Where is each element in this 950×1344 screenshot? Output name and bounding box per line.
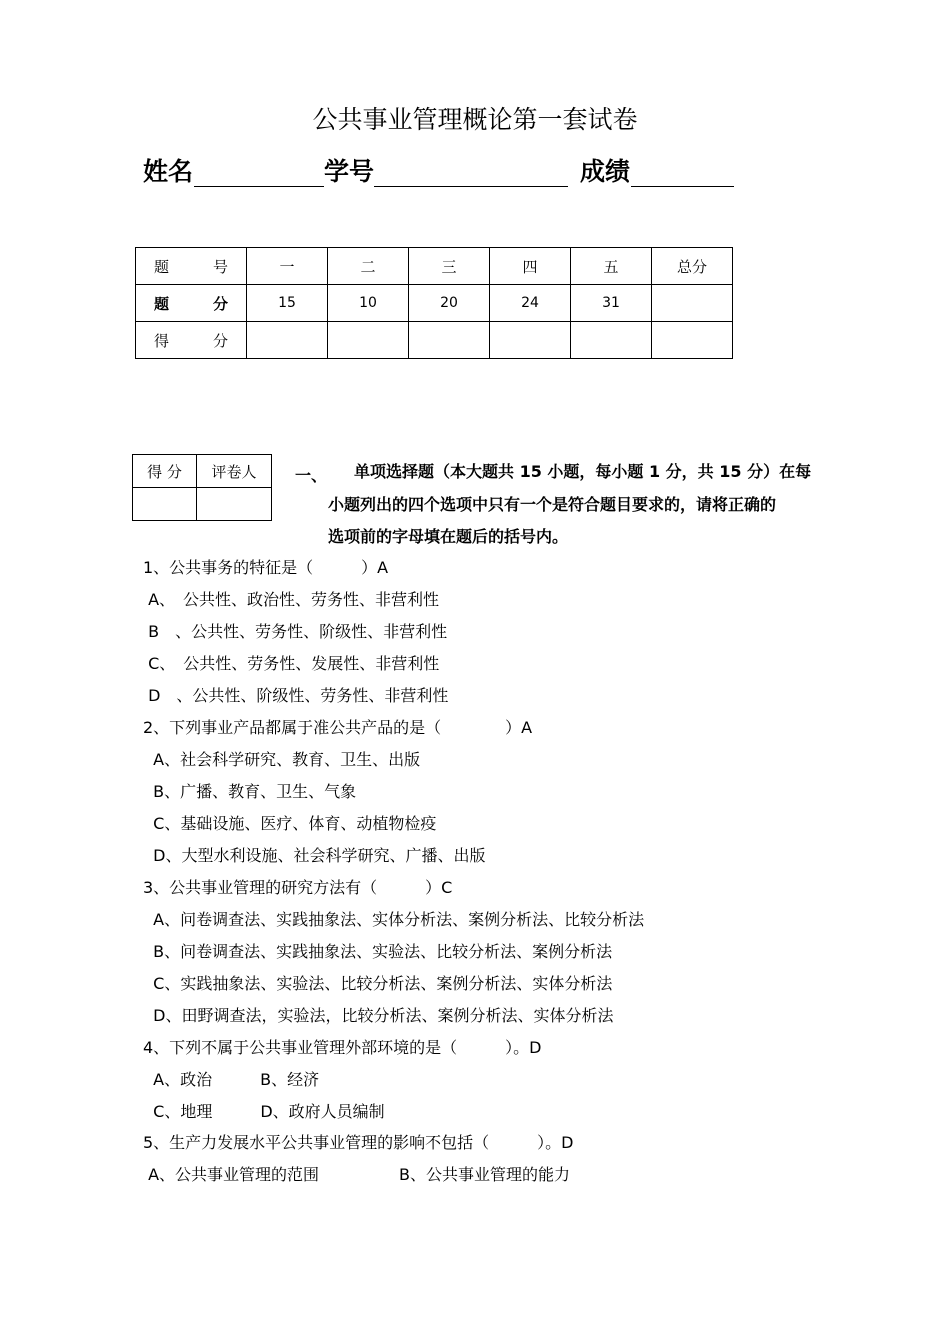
option: C、地理 D、政府人员编制	[143, 1102, 385, 1121]
table-row	[136, 285, 733, 322]
option: A、社会科学研究、教育、卫生、出版	[143, 750, 421, 769]
option: B、问卷调查法、实践抽象法、实验法、比较分析法、案例分析法	[143, 942, 613, 961]
table-row	[133, 455, 272, 488]
header-cell: 一	[247, 248, 328, 285]
header-cell: 二	[328, 248, 409, 285]
score-field[interactable]	[631, 186, 734, 187]
label-char: 分	[212, 294, 228, 313]
row-label	[136, 322, 247, 359]
earned-cell[interactable]	[652, 322, 733, 359]
option: D、田野调查法，实验法，比较分析法、案例分析法、实体分析法	[143, 1006, 614, 1025]
label-char: 分	[212, 331, 228, 350]
section-instruction: 选项前的字母填在题后的括号内。	[328, 527, 569, 546]
grader-score-cell[interactable]	[133, 488, 197, 521]
grader-name-label: 评卷人	[197, 455, 272, 488]
option: C、基础设施、医疗、体育、动植物检疫	[143, 814, 437, 833]
question: 2、下列事业产品都属于准公共产品的是（ ）A	[143, 718, 533, 737]
option: A、问卷调查法、实践抽象法、实体分析法、案例分析法、比较分析法	[143, 910, 645, 929]
row-label	[136, 248, 247, 285]
points-cell: 31	[571, 285, 652, 322]
section-instruction: 小题列出的四个选项中只有一个是符合题目要求的，请将正确的	[328, 495, 777, 514]
score-label: 成绩	[580, 157, 631, 186]
header-cell: 总分	[652, 248, 733, 285]
option: A、公共事业管理的范围 B、公共事业管理的能力	[143, 1165, 571, 1184]
option: C、实践抽象法、实验法、比较分析法、案例分析法、实体分析法	[143, 974, 613, 993]
student-id-field[interactable]	[374, 186, 568, 187]
page-title: 公共事业管理概论第一套试卷	[312, 105, 638, 134]
points-cell: 20	[409, 285, 490, 322]
header-cell: 四	[490, 248, 571, 285]
earned-cell[interactable]	[571, 322, 652, 359]
label-char: 题	[154, 257, 170, 276]
points-cell	[652, 285, 733, 322]
name-field[interactable]	[194, 186, 324, 187]
table-row	[136, 248, 733, 285]
points-cell: 24	[490, 285, 571, 322]
score-table	[135, 247, 733, 359]
points-cell: 15	[247, 285, 328, 322]
option: A、 公共性、政治性、劳务性、非营利性	[143, 590, 440, 609]
option: D、大型水利设施、社会科学研究、广播、出版	[143, 846, 486, 865]
label-char: 号	[212, 257, 228, 276]
section-heading: 单项选择题（本大题共 15 小题，每小题 1 分，共 15 分）在每	[354, 462, 812, 481]
option: B、广播、教育、卫生、气象	[143, 782, 357, 801]
question: 1、公共事务的特征是（ ）A	[143, 558, 389, 577]
header-cell: 三	[409, 248, 490, 285]
label-char: 题	[154, 294, 170, 313]
table-row	[133, 488, 272, 521]
earned-cell[interactable]	[409, 322, 490, 359]
option: D 、公共性、阶级性、劳务性、非营利性	[143, 686, 449, 705]
question: 3、公共事业管理的研究方法有（ ）C	[143, 878, 453, 897]
grader-score-label: 得 分	[133, 455, 197, 488]
student-id-label: 学号	[324, 157, 375, 186]
earned-cell[interactable]	[328, 322, 409, 359]
row-label	[136, 285, 247, 322]
section-number: 一、	[295, 466, 328, 485]
option: B 、公共性、劳务性、阶级性、非营利性	[143, 622, 448, 641]
grader-name-cell[interactable]	[197, 488, 272, 521]
question: 4、下列不属于公共事业管理外部环境的是（ ）。D	[143, 1038, 542, 1057]
earned-cell[interactable]	[247, 322, 328, 359]
earned-cell[interactable]	[490, 322, 571, 359]
name-label: 姓名	[143, 157, 194, 186]
label-char: 得	[154, 331, 170, 350]
points-cell: 10	[328, 285, 409, 322]
table-row	[136, 322, 733, 359]
question: 5、生产力发展水平公共事业管理的影响不包括（ ）。D	[143, 1133, 574, 1152]
grader-table	[132, 454, 272, 521]
header-cell: 五	[571, 248, 652, 285]
option: A、政治 B、经济	[143, 1070, 320, 1089]
option: C、 公共性、劳务性、发展性、非营利性	[143, 654, 440, 673]
